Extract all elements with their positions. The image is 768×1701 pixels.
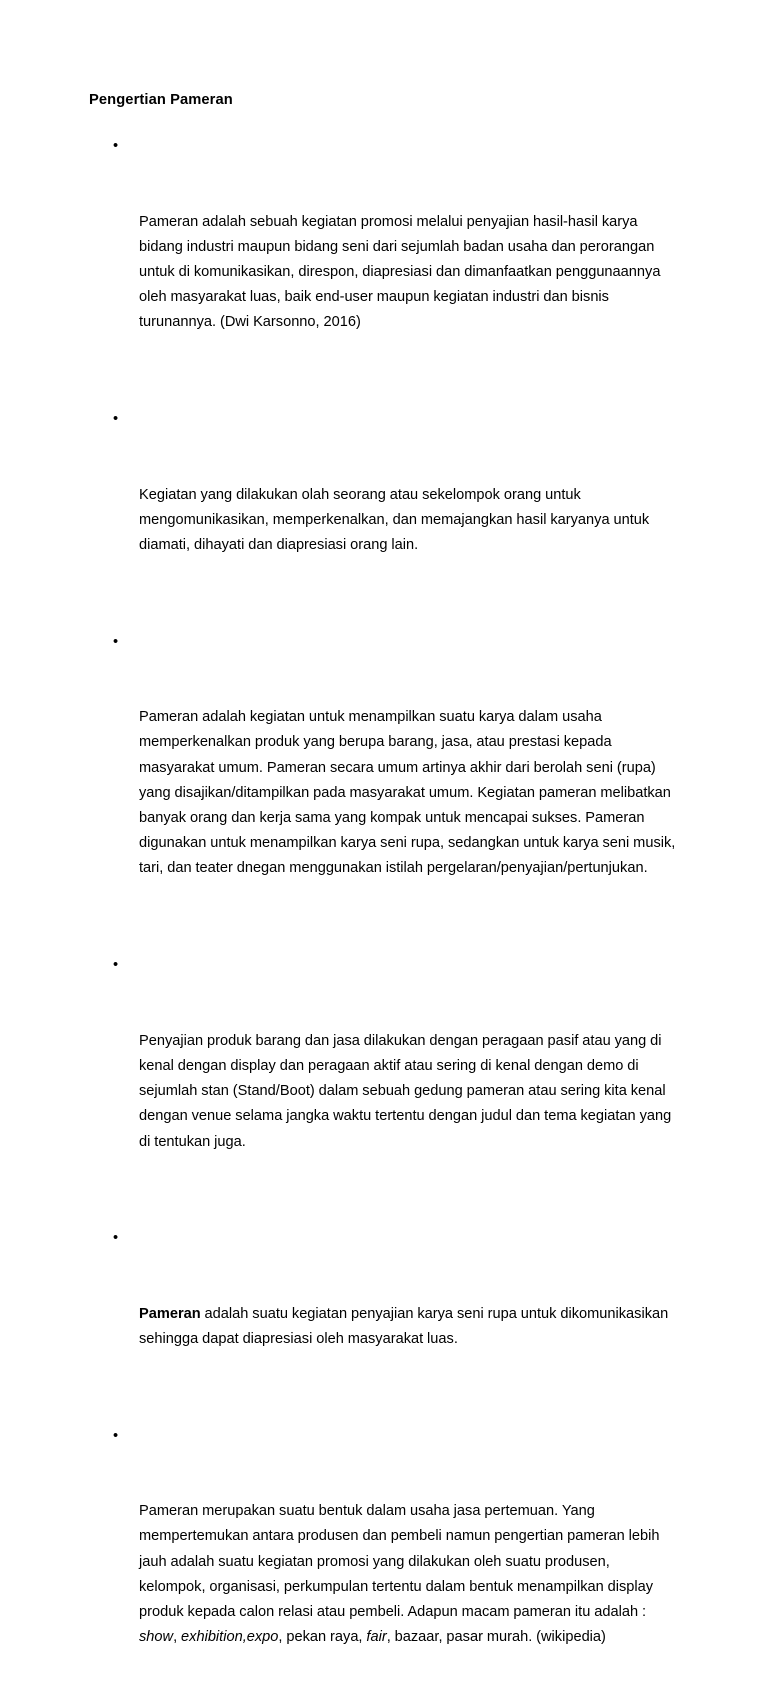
list-item-text: Kegiatan yang dilakukan olah seorang atau sekelompok orang untuk mengomunikasikan, memperkenalkan, dan memajangkan hasil karyanya untuk diamati, dihayati dan diapresiasi orang lain. (139, 486, 654, 554)
list-item (89, 134, 679, 386)
list-item (89, 407, 679, 609)
list-item (89, 1424, 679, 1701)
bullet-icon: • (113, 957, 119, 974)
page-title: Pengertian Pameran (89, 92, 233, 108)
list-item-text: Pameran adalah sebuah kegiatan promosi melalui penyajian hasil-hasil karya bidang industri maupun bidang seni dari sejumlah badan usaha dan perorangan untuk di komunikasikan, direspon, diapresiasi dan dimanfaatkan penggunaannya oleh masyarakat luas, baik end-user maupun kegiatan industri dan bisnis turunannya. (Dwi Karsonno, 2016) (139, 213, 665, 331)
definition-bullet-list (89, 134, 679, 1701)
bullet-icon: • (113, 633, 119, 650)
list-item-text: Pameran merupakan suatu bentuk dalam usaha jasa pertemuan. Yang mempertemukan antara produsen dan pembeli namun pengertian pameran lebih jauh adalah suatu kegiatan promosi yang dilakukan oleh suatu produsen, kelompok, organisasi, perkumpulan tertentu dalam bentuk menampilkan display produk kepada calon relasi atau pembeli. Adapun macam pameran itu adalah : show, exhibition,expo, pekan raya, fair, bazaar, pasar murah. (wikipedia) (139, 1503, 664, 1646)
list-item-text: Penyajian produk barang dan jasa dilakukan dengan peragaan pasif atau yang di kenal dengan display dan peragaan aktif atau sering di kenal dengan demo di sejumlah stan (Stand/Boot) dalam sebuah gedung pameran atau sering kita kenal dengan venue selama jangka waktu tertentu dengan judul dan tema kegiatan yang di tentukan juga. (139, 1032, 676, 1150)
list-item (89, 1226, 679, 1402)
document-body (89, 88, 679, 1701)
list-item (89, 630, 679, 932)
list-item (89, 953, 679, 1205)
list-item-text: Pameran adalah kegiatan untuk menampilkan suatu karya dalam usaha memperkenalkan produk yang berupa barang, jasa, atau prestasi kepada masyarakat umum. Pameran secara umum artinya akhir dari berolah seni (rupa) yang disajikan/ditampilkan pada masyarakat umum. Kegiatan pameran melibatkan banyak orang dan kerja sama yang kompak untuk mencapai sukses. Pameran digunakan untuk menampilkan karya seni rupa, sedangkan untuk karya seni musik, tari, dan teater dnegan menggunakan istilah pergelaran/penyajian/pertunjukan. (139, 709, 680, 877)
bullet-icon: • (113, 411, 119, 428)
list-item-text: Pameran adalah suatu kegiatan penyajian karya seni rupa untuk dikomunikasikan sehingga dapat diapresiasi oleh masyarakat luas. (139, 1305, 673, 1347)
bullet-icon: • (113, 138, 119, 154)
bullet-icon: • (113, 1230, 119, 1247)
bullet-icon: • (113, 1427, 119, 1444)
